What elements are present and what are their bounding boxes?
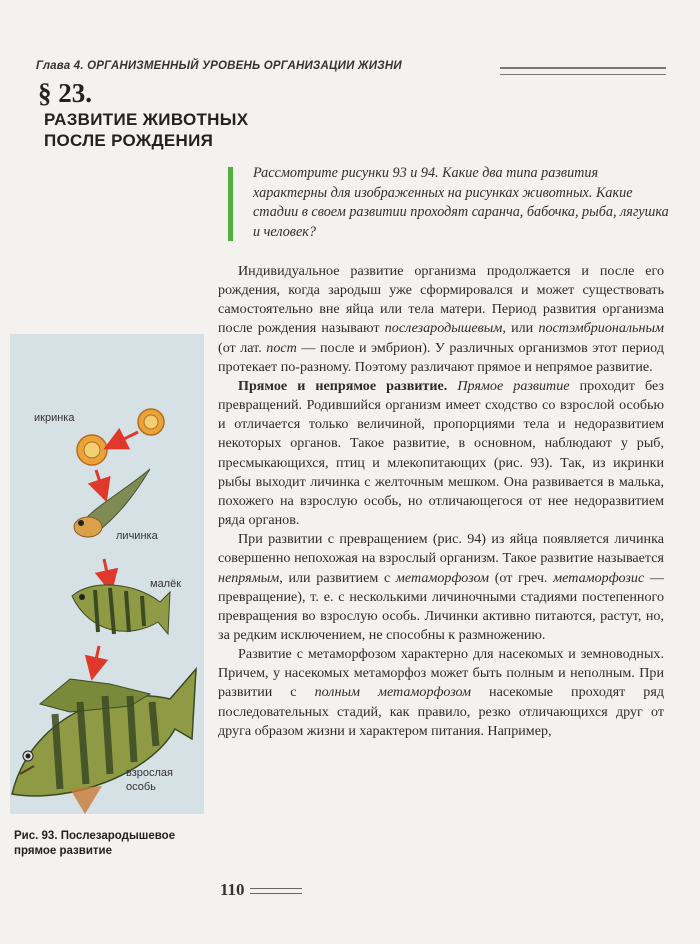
paragraph-2 (218, 377, 664, 530)
question-accent-bar (228, 167, 233, 241)
larva-illustration (74, 469, 150, 537)
text-run (447, 378, 457, 394)
term-postembryonic-ru: послезародышевым (384, 320, 503, 337)
figure-caption (14, 829, 204, 859)
text-run: насекомые проходят ряд последовательных стадий, как правило, резко отличающихся друг от друга образом жизни и характером питания. Например, (218, 684, 664, 739)
term-indirect: непрямым (218, 569, 280, 586)
subheading-direct-indirect: Прямое и непрямое развитие. (238, 377, 448, 394)
text-run: Индивидуальное развитие организма продолжается и после его рождения, когда зародыш уже сформировался и может существовать самостоятельно вне яйца или тела матери. Период развития организма после рождения называют (218, 263, 664, 337)
paragraph-number: § 23. (38, 78, 92, 108)
page-number: 110 (220, 880, 245, 899)
arrow-larva-fry (104, 559, 109, 582)
arrow-fry-adult (94, 646, 99, 669)
chapter-header: Глава 4. ОРГАНИЗМЕННЫЙ УРОВЕНЬ ОРГАНИЗАЦИИ ЖИЗНИ (36, 60, 402, 72)
text-run: Развитие с метаморфозом характерно для насекомых и земноводных. Причем, у насекомых метаморфоз может быть полным и неполным. При развитии с (218, 646, 664, 701)
label-larva: личинка (116, 530, 158, 542)
label-egg: икринка (34, 412, 75, 424)
text-run: , или развитием с (279, 569, 396, 586)
term-postembryonic: постэмбриональным (538, 320, 664, 337)
text-run: При развитии с превращением (рис. 94) из яйца появляется личинка совершенно непохожая на взрослый организм. Такое развитие называется (218, 531, 664, 567)
paragraph-title: РАЗВИТИЕ ЖИВОТНЫХ ПОСЛЕ РОЖДЕНИЯ (44, 110, 249, 150)
egg-illustration (77, 409, 164, 465)
text-run: — превращение), т. е. с несколькими личиночными стадиями постепенного превращения во взрослую особь. Личинки активно питаются, растут, но, за редким исключением, не способны к размножению. (218, 569, 665, 643)
label-adult: взрослая особь (126, 767, 173, 793)
term-direct-development: Прямое развитие (457, 377, 570, 394)
paragraph-1 (218, 262, 664, 377)
page-number-rule (250, 888, 302, 894)
paragraph-4 (218, 645, 664, 741)
arrow-egg-larva (96, 470, 103, 491)
text-run: проходит без превращений. Родившийся организм имеет сходство со взрослой особью и отличается только величиной, пропорциями тела и недоразвитием некоторых органов. Такое развитие, в основном, наблюдают у рыб, пресмыкающихся, птиц и млекопитающих (рис. 93). Так, из икринки рыбы выходит личинка с желточным мешком. Она развивается в малька, похожего на взрослую особь, но отличающегося от нее недоразвитием ряда органов. (218, 377, 664, 529)
text-run: (от лат. (218, 339, 267, 356)
term-post: пост (266, 339, 297, 356)
label-fry: малёк (150, 578, 182, 590)
text-run: , или (502, 320, 539, 337)
figure-93 (10, 334, 204, 814)
chapter-header-rule (500, 67, 666, 75)
fry-illustration (72, 585, 170, 634)
caption-text: Рис. 93. Послезародышевое прямое развитие (14, 830, 176, 857)
text-run: (от греч. (488, 569, 554, 586)
review-question: Рассмотрите рисунки 93 и 94. Какие два типа развития характерны для изображенных на рисунках животных. Какие стадии в своем развитии проходят саранча, бабочка, рыба, лягушка и человек? (253, 165, 669, 240)
figure-93-illustration (10, 334, 204, 814)
term-metamorphosis: метаморфозом (395, 569, 489, 586)
text-run: — после и эмбрион). У различных организмов этот период протекает по-разному. Поэтому различают прямое и непрямое развитие. (218, 339, 664, 375)
paragraph-3 (218, 530, 664, 645)
arrow-egg (114, 432, 138, 444)
term-metamorphosis-greek: метаморфозис (553, 569, 645, 586)
main-text (218, 262, 664, 741)
term-complete-metamorphosis: полным метаморфозом (314, 684, 472, 701)
